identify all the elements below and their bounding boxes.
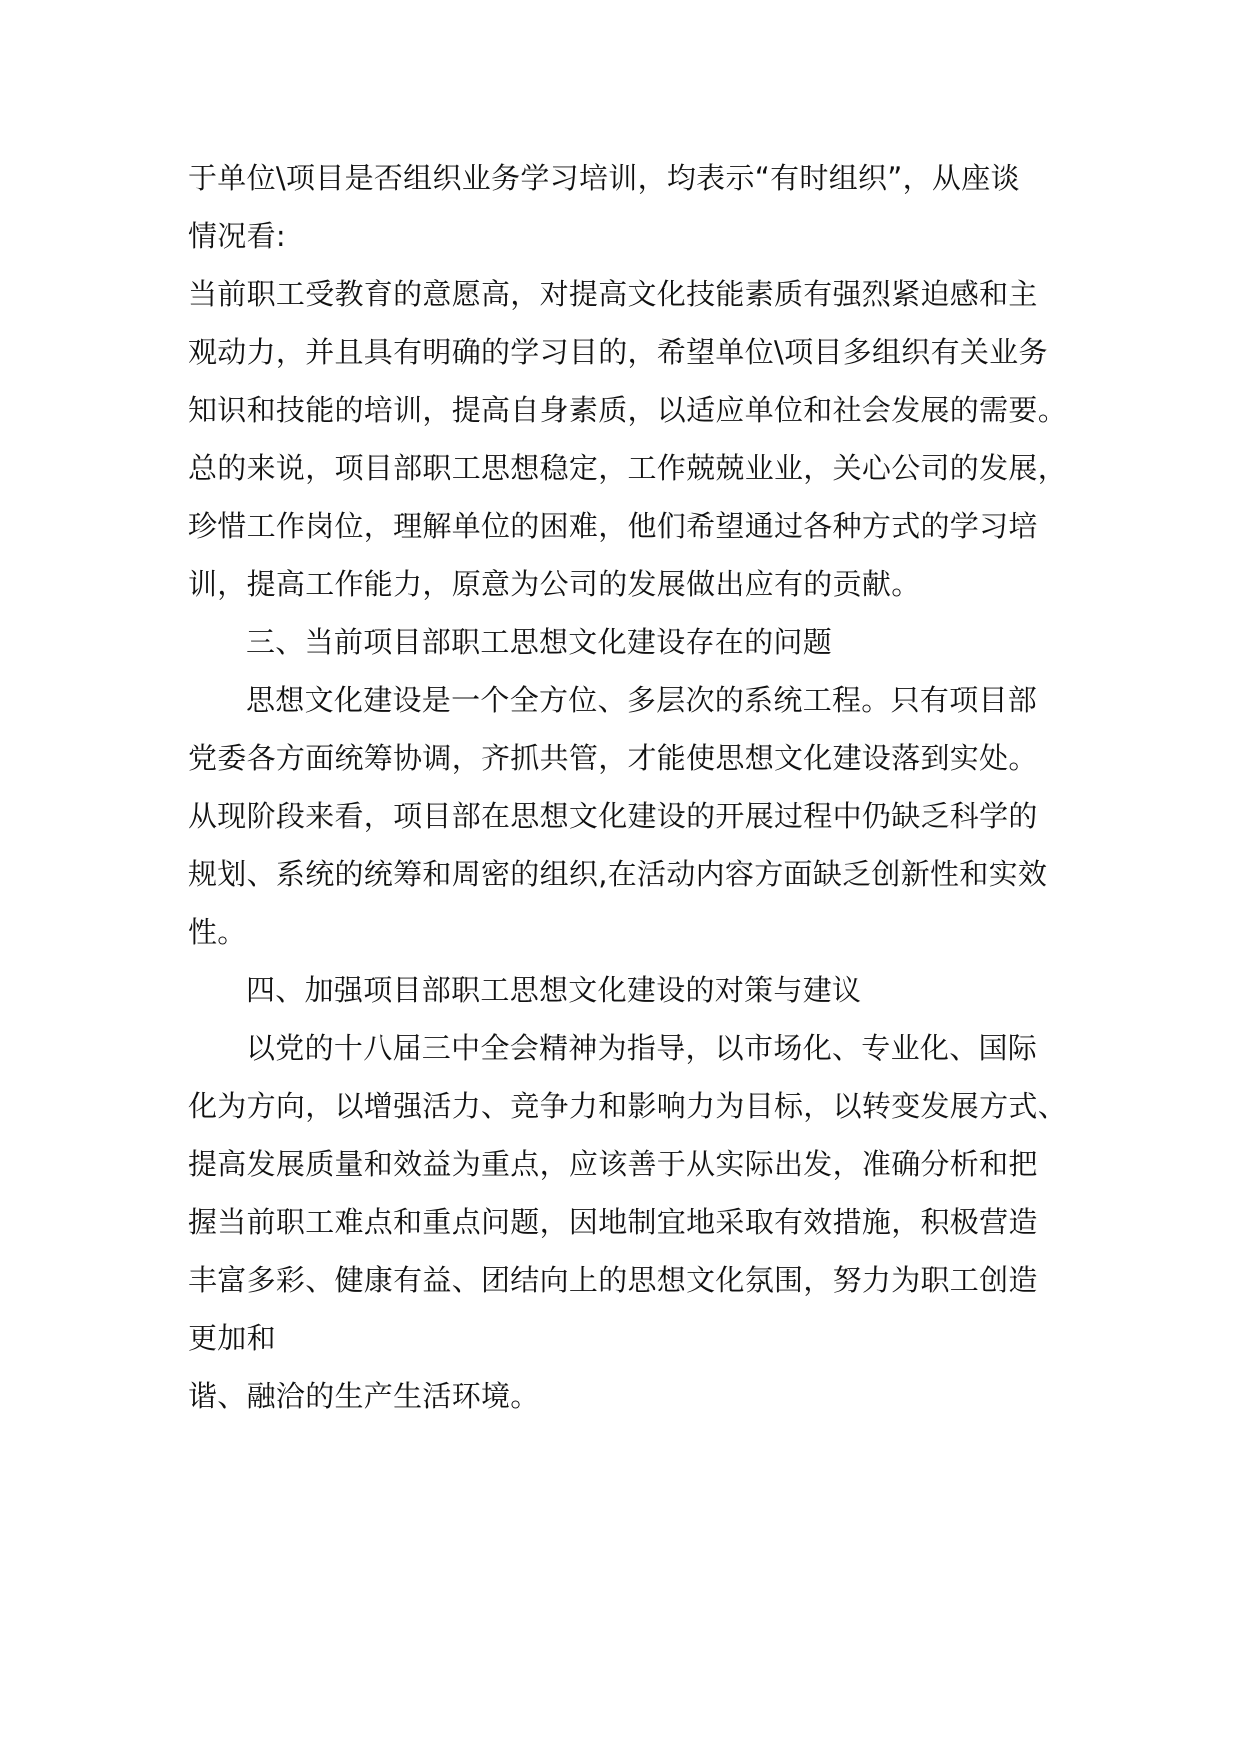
body-text-line: 党委各方面统筹协调，齐抓共管，才能使思想文化建设落到实处。 [188,741,1038,775]
body-text-line: 从现阶段来看，项目部在思想文化建设的开展过程中仍缺乏科学的 [188,799,1038,833]
paragraph-first-line: 以党的十八届三中全会精神为指导，以市场化、专业化、国际 [246,1031,1038,1065]
paragraph-first-line: 思想文化建设是一个全方位、多层次的系统工程。只有项目部 [246,683,1038,717]
body-text-line: 珍惜工作岗位，理解单位的困难，他们希望通过各种方式的学习培 [188,509,1038,543]
body-text-line: 观动力，并且具有明确的学习目的，希望单位\项目多组织有关业务 [188,335,1048,369]
body-text-line: 训，提高工作能力，原意为公司的发展做出应有的贡献。 [188,567,921,601]
body-text-line: 谐、融洽的生产生活环境。 [188,1379,540,1413]
body-text-line: 更加和 [188,1321,276,1355]
body-text-line: 丰富多彩、健康有益、团结向上的思想文化氛围，努力为职工创造 [188,1263,1038,1297]
body-text-line: 规划、系统的统筹和周密的组织,在活动内容方面缺乏创新性和实效 [188,857,1048,891]
body-text-line: 提高发展质量和效益为重点，应该善于从实际出发，准确分析和把 [188,1147,1038,1181]
body-text-line: 握当前职工难点和重点问题，因地制宜地采取有效措施，积极营造 [188,1205,1038,1239]
body-text-line: 于单位\项目是否组织业务学习培训，均表示“有时组织”，从座谈 [188,161,1020,195]
section-heading: 三、当前项目部职工思想文化建设存在的问题 [246,625,833,659]
body-text-line: 知识和技能的培训，提高自身素质，以适应单位和社会发展的需要。 [188,393,1068,427]
section-heading: 四、加强项目部职工思想文化建设的对策与建议 [246,973,862,1007]
body-text-line: 化为方向，以增强活力、竞争力和影响力为目标，以转变发展方式、 [188,1089,1068,1123]
body-text-line: 情况看: [188,219,286,253]
body-text-line: 总的来说，项目部职工思想稳定，工作兢兢业业，关心公司的发展， [188,451,1068,485]
body-text-line: 当前职工受教育的意愿高，对提高文化技能素质有强烈紧迫感和主 [188,277,1038,311]
body-text-line: 性。 [188,915,247,949]
